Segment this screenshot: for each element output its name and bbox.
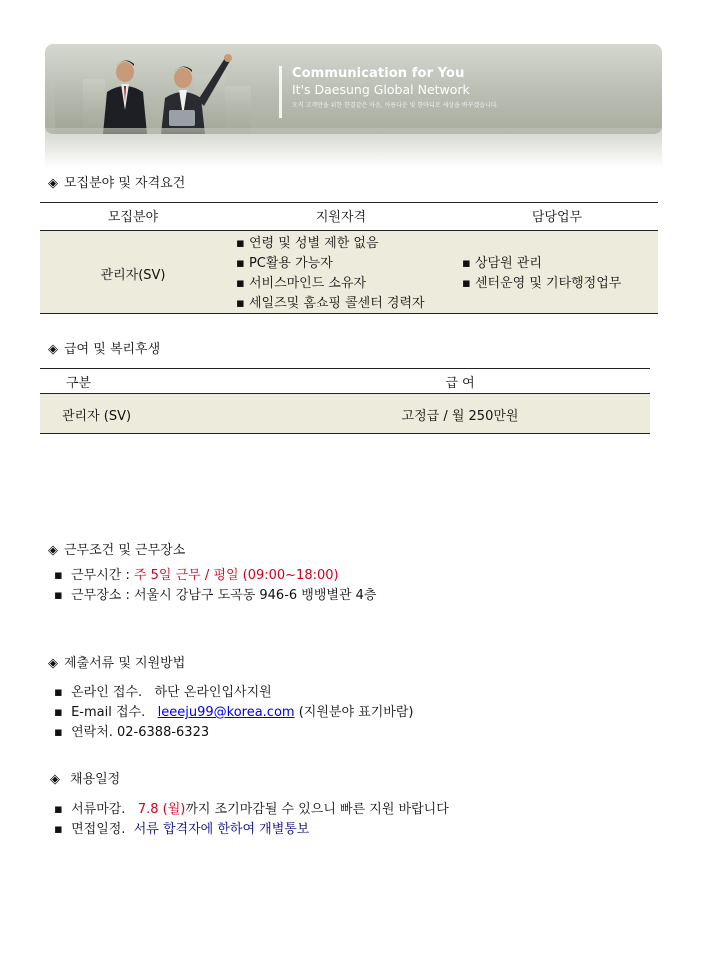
square-bullet-icon: ▪	[54, 725, 63, 740]
banner-reflection	[45, 128, 662, 168]
square-bullet-icon: ▪	[54, 568, 63, 583]
section-heading-schedule: ◈ 채용일정	[50, 772, 121, 787]
list-item-contact: ▪ 연락처. 02-6388-6323	[54, 725, 210, 740]
diamond-bullet-icon: ◈	[50, 772, 60, 787]
table1-bottom-rule	[40, 313, 658, 314]
square-bullet-icon: ▪	[236, 256, 245, 271]
diamond-bullet-icon: ◈	[48, 543, 58, 558]
table1-header-qualification: 지원자격	[315, 210, 367, 225]
list-item-deadline: ▪ 서류마감. 7.8 (월)까지 조기마감될 수 있으니 빠른 지원 바랍니다	[54, 802, 449, 817]
table2-row	[40, 394, 650, 433]
banner-tagline: 오직 고객만을 위한 한결같은 마음, 아름다운 빛 한마디로 세상을 바꾸겠습니다.	[292, 102, 499, 109]
list-item-email: ▪ E-mail 접수. leeeju99@korea.com (지원분야 표기바람)	[54, 705, 414, 720]
table2-top-rule	[40, 368, 650, 369]
apply-list	[54, 683, 413, 743]
conditions-list	[54, 566, 377, 606]
table2-header-salary: 급 여	[445, 376, 475, 391]
square-bullet-icon: ▪	[54, 802, 63, 817]
list-item-online: ▪ 온라인 접수. 하단 온라인입사지원	[54, 685, 272, 700]
duties-list	[462, 254, 621, 294]
section-heading-salary: ◈ 급여 및 복리후생	[48, 342, 161, 357]
diamond-bullet-icon: ◈	[48, 656, 58, 671]
list-item: ▪ 센터운영 및 기타행정업무	[462, 276, 622, 291]
list-item: ▪ 서비스마인드 소유자	[236, 276, 367, 291]
email-link[interactable]: leeeju99@korea.com	[157, 705, 295, 720]
qualification-list	[236, 234, 425, 314]
square-bullet-icon: ▪	[54, 822, 63, 837]
table2-salary-cell: 고정급 / 월 250만원	[401, 409, 519, 424]
table2-type-cell: 관리자 (SV)	[62, 409, 132, 424]
square-bullet-icon: ▪	[462, 276, 471, 291]
list-item-place: ▪ 근무장소 : 서울시 강남구 도곡동 946-6 뱅뱅별관 4층	[54, 588, 377, 603]
table1-field-cell: 관리자(SV)	[100, 268, 166, 283]
section-heading-conditions: ◈ 근무조건 및 근무장소	[48, 543, 186, 558]
section-heading-apply: ◈ 제출서류 및 지원방법	[48, 656, 186, 671]
square-bullet-icon: ▪	[54, 705, 63, 720]
banner-title: Communication for You	[292, 66, 465, 81]
square-bullet-icon: ▪	[54, 588, 63, 603]
list-item: ▪ 세일즈및 홈쇼핑 콜센터 경력자	[236, 296, 425, 311]
list-item: ▪ PC활용 가능자	[236, 256, 333, 271]
diamond-bullet-icon: ◈	[48, 176, 58, 191]
square-bullet-icon: ▪	[236, 236, 245, 251]
banner-subtitle: It's Daesung Global Network	[292, 82, 470, 97]
header-banner	[45, 44, 662, 134]
businessmen-photo	[85, 50, 235, 134]
list-item: ▪ 연령 및 성별 제한 없음	[236, 236, 379, 251]
table1-header-duties: 담당업무	[531, 210, 583, 225]
schedule-list	[54, 800, 449, 840]
list-item-interview: ▪ 면접일정. 서류 합격자에 한하여 개별통보	[54, 822, 310, 837]
diamond-bullet-icon: ◈	[48, 342, 58, 357]
table2-bottom-rule	[40, 433, 650, 434]
table1-top-rule	[40, 202, 658, 203]
list-item: ▪ 상담원 관리	[462, 256, 542, 271]
table2-header-type: 구분	[66, 376, 92, 391]
square-bullet-icon: ▪	[236, 276, 245, 291]
square-bullet-icon: ▪	[54, 685, 63, 700]
table1-header-field: 모집분야	[107, 210, 159, 225]
list-item-hours: ▪ 근무시간 : 주 5일 근무 / 평일 (09:00~18:00)	[54, 568, 339, 583]
square-bullet-icon: ▪	[462, 256, 471, 271]
square-bullet-icon: ▪	[236, 296, 245, 311]
section-heading-recruit: ◈ 모집분야 및 자격요건	[48, 176, 186, 191]
